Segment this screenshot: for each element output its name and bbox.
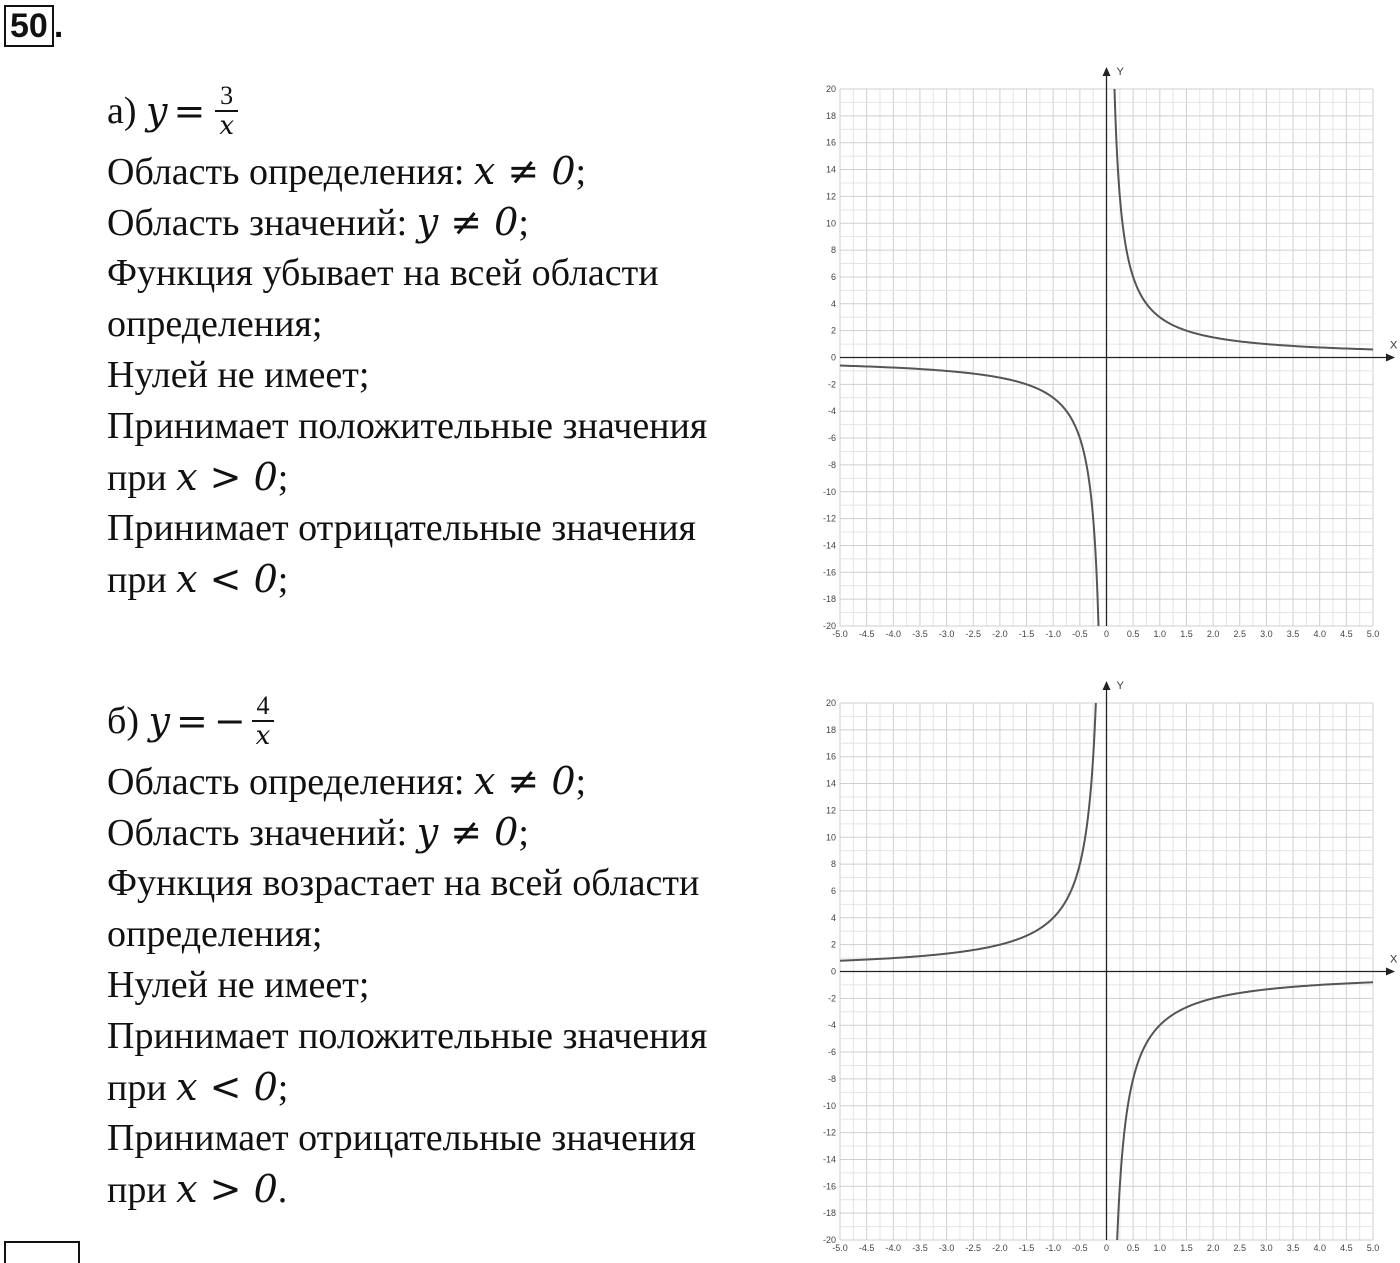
chart-a	[800, 62, 1400, 642]
x-axis-arrow-icon	[1386, 968, 1395, 976]
part-a-lines	[107, 146, 787, 605]
y-tick-label: -20	[822, 1235, 836, 1245]
text-line	[107, 858, 787, 909]
x-tick-label: -4.0	[885, 629, 902, 639]
y-tick-label: -12	[822, 1127, 836, 1138]
line-math: y ≠ 0	[416, 810, 519, 854]
x-tick-label: 2.5	[1233, 629, 1247, 639]
x-tick-label: -5.0	[832, 1243, 848, 1253]
y-tick-label: 4	[830, 912, 836, 923]
formula-sign: −	[213, 698, 246, 743]
y-axis-arrow-icon	[1103, 681, 1111, 690]
part-b-label: б)	[107, 699, 139, 742]
line-text: Нулей не имеет;	[107, 354, 370, 396]
x-tick-label: 4.5	[1340, 629, 1353, 639]
x-tick-label: -3.0	[938, 629, 955, 639]
chart-svg	[800, 62, 1400, 642]
y-tick-label: 20	[825, 84, 836, 94]
line-math: x ≠ 0	[473, 759, 576, 803]
fraction-denominator: x	[252, 720, 275, 750]
x-tick-label: -1.0	[1045, 1243, 1061, 1253]
formula-var: y	[148, 698, 170, 743]
x-tick-label: -1.5	[1018, 1243, 1035, 1253]
x-axis-label: X	[1390, 953, 1398, 966]
line-text: при	[107, 559, 177, 601]
x-tick-label: 0.5	[1126, 629, 1140, 639]
line-text: Функция возрастает на всей области	[107, 862, 700, 904]
y-tick-label: 10	[825, 218, 836, 229]
x-tick-label: 2.5	[1233, 1243, 1247, 1253]
y-axis-arrow-icon	[1103, 67, 1111, 76]
y-tick-label: 8	[830, 859, 836, 870]
part-b-lines	[107, 756, 787, 1215]
x-tick-label: -2.5	[965, 1243, 982, 1253]
line-punct: ;	[575, 761, 587, 803]
x-tick-label: 1.5	[1180, 629, 1193, 639]
curve-branch-positive-x	[1117, 982, 1373, 1240]
y-tick-label: 8	[830, 245, 836, 256]
x-tick-label: 1.5	[1180, 1243, 1193, 1253]
y-tick-label: -2	[827, 993, 836, 1004]
y-tick-label: 20	[825, 698, 836, 708]
line-text: Область значений:	[107, 202, 417, 244]
x-tick-label: -3.5	[912, 629, 928, 639]
line-text: Нулей не имеет;	[107, 964, 370, 1006]
y-tick-label: -2	[827, 379, 836, 390]
text-line	[107, 909, 787, 960]
formula-eq: =	[173, 88, 206, 133]
x-tick-label: -3.0	[938, 1243, 955, 1253]
line-text: Область определения:	[107, 151, 474, 193]
text-line	[107, 401, 787, 452]
line-text: Область значений:	[107, 812, 417, 854]
chart-b	[800, 676, 1400, 1256]
y-tick-label: 18	[825, 110, 836, 121]
line-punct: ;	[518, 202, 529, 244]
line-text: Принимает положительные значения	[107, 1015, 708, 1057]
y-tick-label: -6	[827, 1047, 836, 1058]
chart-svg	[800, 676, 1400, 1256]
line-text: определения;	[107, 913, 323, 955]
x-tick-label: -1.5	[1018, 629, 1035, 639]
text-line	[107, 350, 787, 401]
text-line	[107, 503, 787, 554]
fraction-denominator: x	[215, 110, 238, 140]
part-a-formula	[107, 76, 787, 146]
x-tick-label: -4.0	[885, 1243, 902, 1253]
text-line	[107, 1062, 787, 1113]
text-line	[107, 1011, 787, 1062]
formula-fraction	[252, 692, 275, 750]
formula-fraction	[215, 82, 238, 140]
x-tick-label: 3.5	[1286, 629, 1300, 639]
x-axis-label: X	[1390, 339, 1398, 352]
y-tick-label: 0	[830, 966, 836, 977]
y-tick-label: -10	[822, 1100, 836, 1111]
y-axis-label: Y	[1116, 680, 1124, 692]
part-a-label: а)	[107, 89, 137, 132]
line-punct: .	[277, 1169, 288, 1211]
part-b-formula	[107, 686, 787, 756]
y-tick-label: 2	[830, 939, 836, 950]
y-tick-label: 6	[830, 885, 836, 896]
x-tick-label: -5.0	[832, 629, 848, 639]
fraction-numerator: 3	[220, 81, 234, 110]
line-math: x < 0	[176, 1065, 278, 1109]
line-math: x < 0	[176, 557, 278, 601]
y-tick-label: -14	[822, 540, 836, 551]
y-tick-label: 18	[825, 724, 836, 735]
line-text: определения;	[107, 303, 323, 345]
x-tick-label: -2.0	[992, 1243, 1008, 1253]
text-line	[107, 248, 787, 299]
line-text: при	[107, 1067, 177, 1109]
next-task-box	[4, 1241, 80, 1263]
y-tick-label: -4	[827, 406, 836, 417]
y-tick-label: -4	[827, 1020, 836, 1031]
x-tick-label: 3.0	[1260, 629, 1273, 639]
x-tick-label: 0.5	[1126, 1243, 1140, 1253]
y-tick-label: -18	[822, 594, 836, 605]
fraction-numerator: 4	[256, 691, 270, 720]
y-tick-label: 14	[825, 778, 836, 789]
part-a	[107, 76, 787, 605]
x-tick-label: -0.5	[1072, 1243, 1088, 1253]
line-math: y ≠ 0	[416, 200, 519, 244]
x-tick-label: 4.5	[1340, 1243, 1353, 1253]
task-number-box: 50	[4, 5, 54, 47]
y-tick-label: 4	[830, 298, 836, 309]
text-line	[107, 756, 787, 807]
x-tick-label: 0	[1103, 629, 1110, 639]
text-line	[107, 554, 787, 605]
x-tick-label: -3.5	[912, 1243, 928, 1253]
line-punct: ;	[277, 1067, 289, 1109]
line-punct: ;	[518, 812, 529, 854]
text-line	[107, 1164, 787, 1215]
text-line	[107, 299, 787, 350]
y-tick-label: 14	[825, 164, 836, 175]
line-math: x ≠ 0	[473, 149, 576, 193]
x-tick-label: 2.0	[1206, 629, 1220, 639]
y-tick-label: -12	[822, 513, 836, 524]
x-tick-label: 0	[1103, 1243, 1110, 1253]
line-punct: ;	[277, 457, 289, 499]
line-text: Область определения:	[107, 761, 474, 803]
y-tick-label: -16	[822, 567, 836, 578]
line-punct: ;	[277, 559, 289, 601]
line-text: при	[107, 457, 177, 499]
task-number	[4, 6, 76, 46]
y-axis-label: Y	[1116, 66, 1124, 78]
y-tick-label: 6	[830, 271, 836, 282]
line-text: при	[107, 1169, 177, 1211]
formula-eq: =	[175, 698, 208, 743]
y-tick-label: 10	[825, 832, 836, 843]
curve-branch-positive-x	[1115, 89, 1374, 349]
y-tick-label: 12	[825, 191, 836, 202]
y-tick-label: -8	[827, 459, 836, 470]
y-tick-label: -20	[822, 621, 836, 631]
y-tick-label: -10	[822, 486, 836, 497]
x-tick-label: 5.0	[1366, 629, 1380, 639]
y-tick-label: 16	[825, 137, 836, 148]
x-tick-label: 1.0	[1153, 629, 1167, 639]
x-tick-label: -1.0	[1045, 629, 1061, 639]
x-tick-label: 5.0	[1366, 1243, 1380, 1253]
x-tick-label: -4.5	[858, 629, 875, 639]
y-tick-label: -16	[822, 1181, 836, 1192]
line-punct: ;	[575, 151, 587, 193]
y-tick-label: 2	[830, 325, 836, 336]
x-tick-label: 1.0	[1153, 1243, 1167, 1253]
text-line	[107, 960, 787, 1011]
line-text: Принимает отрицательные значения	[107, 507, 697, 549]
line-text: Принимает положительные значения	[107, 405, 708, 447]
y-tick-label: 12	[825, 805, 836, 816]
text-line	[107, 197, 787, 248]
x-tick-label: -4.5	[858, 1243, 875, 1253]
x-tick-label: -2.5	[965, 629, 982, 639]
x-tick-label: 4.0	[1313, 1243, 1326, 1253]
curve-branch-negative-x	[840, 703, 1096, 961]
x-tick-label: 2.0	[1206, 1243, 1220, 1253]
curve-branch-negative-x	[840, 366, 1099, 626]
y-tick-label: -18	[822, 1208, 836, 1219]
text-line	[107, 452, 787, 503]
formula-var: y	[146, 88, 168, 133]
x-tick-label: 3.5	[1286, 1243, 1300, 1253]
line-math: x > 0	[176, 1167, 278, 1211]
text-line	[107, 807, 787, 858]
x-tick-label: -2.0	[992, 629, 1008, 639]
y-tick-label: 0	[830, 352, 836, 363]
x-tick-label: 4.0	[1313, 629, 1326, 639]
y-tick-label: -14	[822, 1154, 836, 1165]
x-tick-label: -0.5	[1072, 629, 1088, 639]
line-text: Принимает отрицательные значения	[107, 1117, 697, 1159]
text-line	[107, 1113, 787, 1164]
text-line	[107, 146, 787, 197]
y-tick-label: -8	[827, 1073, 836, 1084]
x-axis-arrow-icon	[1386, 354, 1395, 362]
line-text: Функция убывает на всей области	[107, 252, 659, 294]
line-math: x > 0	[176, 455, 278, 499]
y-tick-label: 16	[825, 751, 836, 762]
y-tick-label: -6	[827, 433, 836, 444]
part-b	[107, 686, 787, 1215]
task-number-dot: .	[53, 7, 64, 45]
x-tick-label: 3.0	[1260, 1243, 1273, 1253]
